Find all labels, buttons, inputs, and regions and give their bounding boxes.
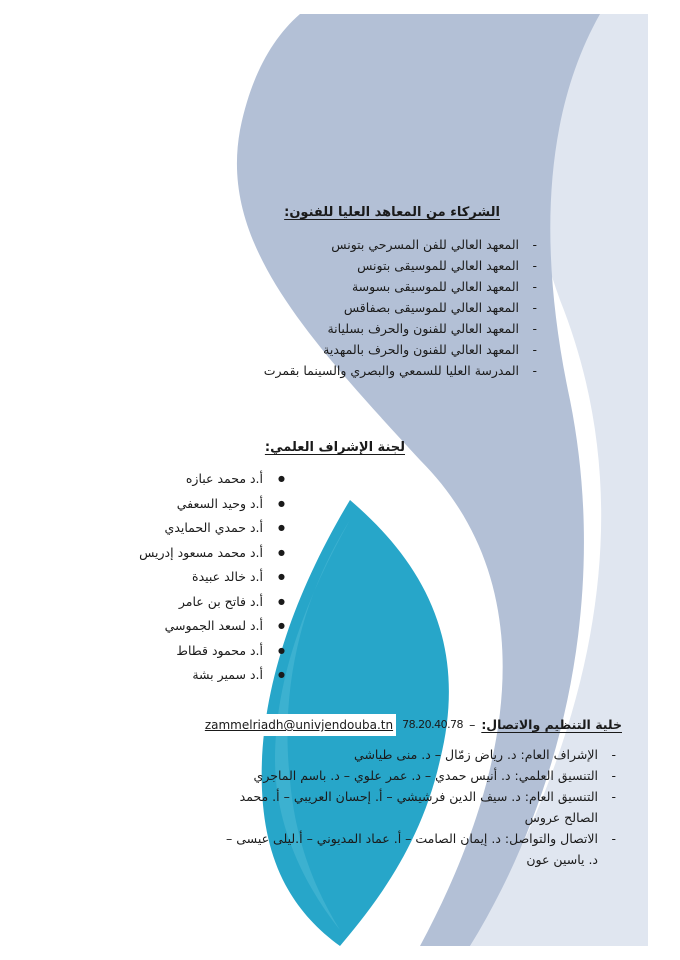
list-item: - المعهد العالي للموسيقى بصفاقس <box>264 297 537 318</box>
list-item: ● أ.د محمد عبازه <box>139 467 285 492</box>
list-item: ● أ.د وحيد السعفي <box>139 492 285 517</box>
list-item: - الإشراف العام: د. رياض زمّال – د. منى طياشي <box>216 744 616 765</box>
list-item: - المعهد العالي للفنون والحرف بسليانة <box>264 318 537 339</box>
list-item: - التنسيق العام: د. سيف الدين فرشيشي – أ. إحسان العريبي – أ. محمد الصالح عروس <box>216 786 616 828</box>
list-item: - المعهد العالي للفن المسرحي بتونس <box>264 234 537 255</box>
list-item: ● أ.د خالد عبيدة <box>139 565 285 590</box>
list-item: - التنسيق العلمي: د. أنيس حمدي – د. عمر علوي – د. باسم الماجري <box>216 765 616 786</box>
partners-list <box>264 234 537 381</box>
partners-section <box>263 205 519 381</box>
list-item: - المعهد العالي للموسيقى بتونس <box>264 255 537 276</box>
organization-heading: خلية التنظيم والاتصال: <box>481 717 622 732</box>
list-item: ● أ.د لسعد الجموسي <box>139 614 285 639</box>
committee-heading: لجنة الإشراف العلمي: <box>264 440 405 455</box>
separator-dash: – <box>469 717 476 732</box>
list-item: - المعهد العالي للموسيقى بسوسة <box>264 276 537 297</box>
organization-list <box>216 744 616 870</box>
list-item: ● أ.د فاتح بن عامر <box>139 590 285 615</box>
email-link[interactable]: zammelriadh@univjendouba.tn <box>202 714 396 736</box>
list-item: ● أ.د محمود قطاط <box>139 639 285 664</box>
list-item: - الاتصال والتواصل: د. إيمان الصامت – أ. عماد المديوني – أ.ليلى عيسى – د. ياسين عون <box>216 828 616 870</box>
organization-section <box>82 714 622 870</box>
list-item: - المعهد العالي للفنون والحرف بالمهدية <box>264 339 537 360</box>
partners-heading: الشركاء من المعاهد العليا للفنون: <box>284 205 500 220</box>
organization-contact-line <box>82 714 622 736</box>
committee-list <box>139 467 285 688</box>
list-item: - المدرسة العليا للسمعي والبصري والسينما بقمرت <box>264 360 537 381</box>
list-item: ● أ.د حمدي الحمايدي <box>139 516 285 541</box>
phone-number: 78.20.40.78 <box>402 718 464 731</box>
committee-section <box>139 440 405 688</box>
list-item: ● أ.د سمير بشة <box>139 663 285 688</box>
list-item: ● أ.د محمد مسعود إدريس <box>139 541 285 566</box>
